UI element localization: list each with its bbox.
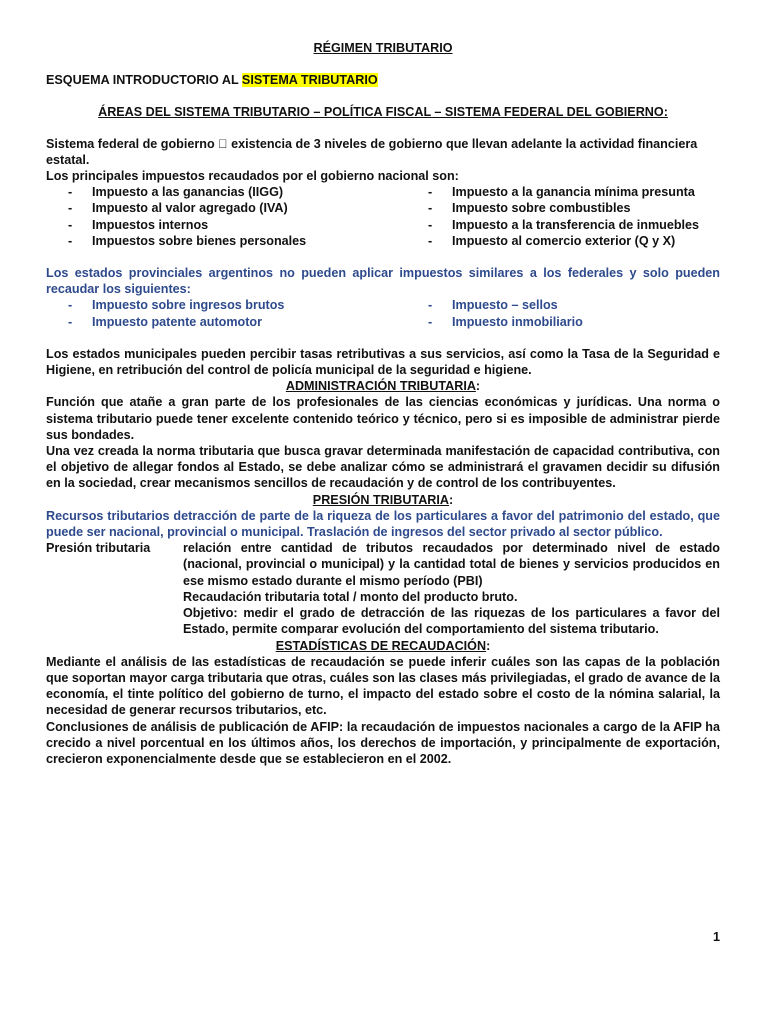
- national-tax-list-left: [46, 184, 406, 249]
- estad-heading: ESTADÍSTICAS DE RECAUDACIÓN:: [275, 638, 491, 653]
- list-item: - Impuesto a la ganancia mínima presunta: [428, 185, 695, 200]
- admin-paragraph-1: Función que atañe a gran parte de los profesionales de las ciencias económicas y jurídicas. Una norma o sistema tributario puede tener excelente contenido teórico y técnico, pero si es imposible de administrar pierde sus bondades.: [46, 395, 720, 442]
- national-tax-list: [46, 184, 720, 249]
- federal-line: [46, 136, 720, 168]
- page-number: 1: [712, 930, 720, 944]
- list-item: - Impuestos internos: [68, 217, 209, 232]
- list-item: - Impuesto a las ganancias (IIGG): [68, 185, 284, 200]
- document-title: RÉGIMEN TRIBUTARIO: [313, 41, 453, 55]
- recursos-paragraph: Recursos tributarios detracción de parte de la riqueza de los particulares a favor del patrimonio del estado, que puede ser nacional, provincial o municipal. Traslación de ingresos del sector privado al sector público.: [46, 508, 720, 540]
- arrow-icon: [218, 137, 227, 151]
- list-item: - Impuesto al comercio exterior (Q y X): [428, 233, 676, 248]
- presion-body: [183, 540, 720, 637]
- list-item: - Impuesto inmobiliario: [428, 314, 583, 329]
- provincial-tax-list-left: [46, 297, 406, 329]
- presion-def: relación entre cantidad de tributos recaudados por determinado nivel de estado (nacional, provincial o municipal) y la cantidad total de bienes y servicios producidos en ese mismo estado durante el mismo período (PBI): [183, 541, 720, 588]
- list-item: - Impuesto – sellos: [428, 298, 558, 313]
- federal-section: [46, 136, 720, 249]
- presion-formula: Recaudación tributaria total / monto del producto bruto.: [183, 589, 518, 604]
- areas-heading: ÁREAS DEL SISTEMA TRIBUTARIO – POLÍTICA FISCAL – SISTEMA FEDERAL DEL GOBIERNO:: [98, 105, 668, 120]
- list-item: - Impuestos sobre bienes personales: [68, 233, 307, 248]
- intro-highlight: SISTEMA TRIBUTARIO: [241, 73, 378, 88]
- document-page: [46, 40, 720, 767]
- intro-prefix: ESQUEMA INTRODUCTORIO AL: [46, 73, 242, 88]
- federal-lead: Los principales impuestos recaudados por el gobierno nacional son:: [46, 169, 459, 184]
- intro-heading: [46, 72, 720, 88]
- list-item: - Impuesto sobre combustibles: [428, 201, 631, 216]
- provincial-tax-list: [46, 297, 720, 329]
- estad-paragraph-1: Mediante el análisis de las estadísticas de recaudación se puede inferir cuáles son las capas de la población que soportan mayor carga tributaria que otras, cuáles son las clases más privilegiadas, el grado de avance de la economía, el tinte político del gobierno de turno, el impacto del estado sobre el costo de la nómina salarial, la necesidad de generar recursos tributarios, etc.: [46, 654, 720, 718]
- provincial-section: [46, 265, 720, 330]
- presion-objetivo: Objetivo: medir el grado de detracción de las riquezas de los particulares a favor del Estado, permite comparar evolución del comportamiento del sistema tributario.: [183, 606, 720, 637]
- national-tax-list-right: [406, 184, 720, 249]
- admin-heading: ADMINISTRACIÓN TRIBUTARIA:: [285, 379, 481, 394]
- presion-heading: PRESIÓN TRIBUTARIA:: [312, 492, 454, 507]
- list-item: - Impuesto sobre ingresos brutos: [68, 298, 285, 313]
- presion-label: Presión tributaria: [46, 541, 151, 556]
- list-item: - Impuesto al valor agregado (IVA): [68, 201, 288, 216]
- list-item: - Impuesto a la transferencia de inmuebles: [428, 217, 700, 232]
- list-item: - Impuesto patente automotor: [68, 314, 263, 329]
- admin-paragraph-2: Una vez creada la norma tributaria que busca gravar determinada manifestación de capacidad contributiva, con el objetivo de allegar fondos al Estado, se debe analizar cómo se administrará el gravamen decidir su difusión en la sociedad, crear mecanismos sencillos de recaudación y de control de los contribuyentes.: [46, 444, 720, 491]
- municipal-paragraph: Los estados municipales pueden percibir tasas retributivas a sus servicios, así como la Tasa de la Seguridad e Higiene, en retribución del control de policía municipal de la seguridad e higiene.: [46, 346, 720, 378]
- provincial-text: Los estados provinciales argentinos no pueden aplicar impuestos similares a los federales y solo pueden recaudar los siguientes:: [46, 266, 720, 297]
- federal-text: existencia de 3 niveles de gobierno que llevan adelante la actividad financiera estatal.: [46, 136, 685, 167]
- provincial-tax-list-right: [406, 297, 720, 329]
- presion-definition: [46, 540, 720, 637]
- federal-label: Sistema federal de gobierno: [46, 136, 219, 151]
- estad-paragraph-2: Conclusiones de análisis de publicación de AFIP: la recaudación de impuestos nacionales a cargo de la AFIP ha crecido a nivel porcentual en los últimos años, los derechos de importación, y principalmente de exportación, crecieron exponencialmente desde que se establecieron en el 2002.: [46, 719, 720, 766]
